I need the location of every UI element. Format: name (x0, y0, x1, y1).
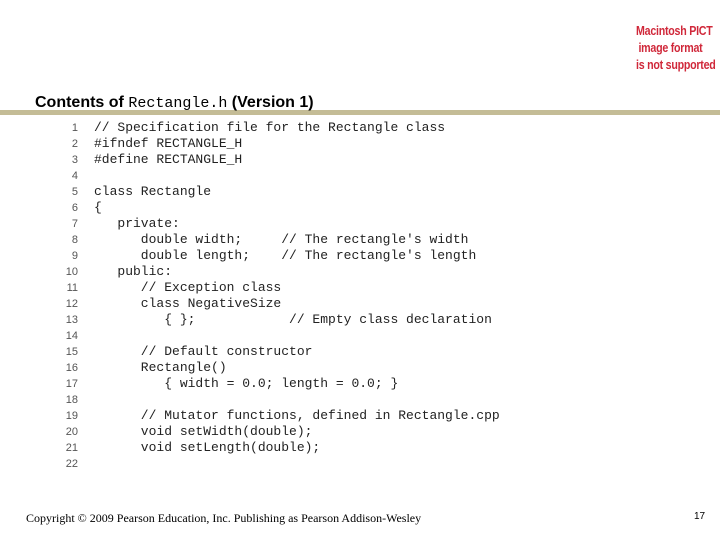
code-line (48, 168, 500, 184)
code-text: double width; // The rectangle's width (94, 232, 469, 247)
code-line (48, 248, 500, 264)
code-line (48, 264, 500, 280)
code-line (48, 136, 500, 152)
code-text: double length; // The rectangle's length (94, 248, 477, 263)
code-text: // Default constructor (94, 344, 313, 359)
code-text: { }; // Empty class declaration (94, 312, 492, 327)
code-text: // Specification file for the Rectangle class (94, 120, 446, 135)
line-number: 20 (65, 426, 78, 438)
code-line (48, 344, 500, 360)
line-number: 22 (65, 458, 78, 470)
code-text: private: (94, 216, 180, 231)
line-number: 17 (65, 378, 78, 390)
slide-title (35, 94, 314, 112)
page-number: 17 (694, 511, 706, 522)
line-number: 15 (65, 346, 78, 358)
unsupported-image-notice (636, 22, 716, 73)
line-number: 1 (71, 122, 78, 134)
line-number: 6 (71, 202, 78, 214)
code-line (48, 360, 500, 376)
code-text: // Mutator functions, defined in Rectangle.cpp (94, 408, 500, 423)
line-number: 21 (65, 442, 78, 454)
code-line (48, 392, 500, 408)
pict-notice-line: Macintosh PICT (636, 23, 713, 38)
line-number: 8 (71, 234, 78, 246)
line-number: 14 (65, 330, 78, 342)
code-line (48, 200, 500, 216)
line-number: 3 (71, 154, 78, 166)
code-text: public: (94, 264, 173, 279)
line-number: 4 (71, 170, 78, 182)
line-number: 19 (65, 410, 78, 422)
pict-notice-line: is not supported (636, 57, 716, 72)
copyright-footer: Copyright © 2009 Pearson Education, Inc. Publishing as Pearson Addison-Wesley (26, 511, 422, 525)
code-text: { width = 0.0; length = 0.0; } (94, 376, 399, 391)
line-number: 5 (71, 186, 78, 198)
line-number: 9 (71, 250, 78, 262)
code-text: class NegativeSize (94, 296, 282, 311)
code-line (48, 312, 500, 328)
line-number: 11 (66, 282, 78, 294)
title-suffix: (Version 1) (227, 94, 314, 111)
code-line (48, 328, 500, 344)
line-number: 12 (65, 298, 78, 310)
pict-notice-line: image format (638, 40, 703, 55)
code-line (48, 296, 500, 312)
code-line (48, 456, 500, 472)
code-line (48, 184, 500, 200)
line-number: 18 (65, 394, 78, 406)
code-line (48, 280, 500, 296)
line-number: 7 (71, 218, 78, 230)
code-listing (48, 120, 500, 472)
code-text: { (94, 200, 102, 215)
code-line (48, 440, 500, 456)
code-line (48, 120, 500, 136)
title-filename: Rectangle.h (128, 95, 228, 112)
title-prefix: Contents of (35, 94, 129, 111)
code-text: class Rectangle (94, 184, 212, 199)
code-text: // Exception class (94, 280, 282, 295)
code-line (48, 376, 500, 392)
code-text: void setWidth(double); (94, 424, 313, 439)
code-line (48, 232, 500, 248)
code-line (48, 408, 500, 424)
code-text: Rectangle() (94, 360, 227, 375)
line-number: 2 (71, 138, 78, 150)
line-number: 16 (65, 362, 78, 374)
code-text: void setLength(double); (94, 440, 321, 455)
code-line (48, 216, 500, 232)
line-number: 10 (65, 266, 78, 278)
code-text: #define RECTANGLE_H (94, 152, 243, 167)
code-line (48, 152, 500, 168)
code-line (48, 424, 500, 440)
line-number: 13 (65, 314, 78, 326)
code-text: #ifndef RECTANGLE_H (94, 136, 243, 151)
